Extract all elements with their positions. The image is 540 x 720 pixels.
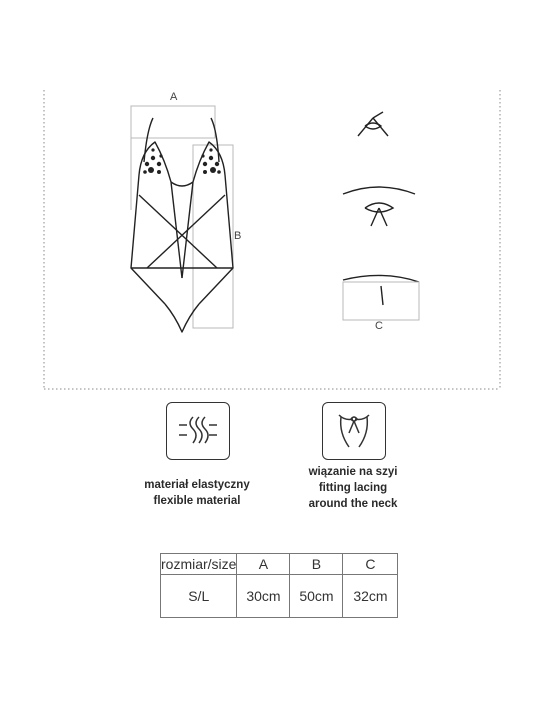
dimension-label-c: C xyxy=(375,320,383,332)
table-row xyxy=(161,575,398,618)
size-table xyxy=(160,553,398,618)
wavy-lines-icon xyxy=(167,403,229,459)
garment-diagram xyxy=(43,90,501,390)
table-cell: 32cm xyxy=(343,575,398,618)
table-cell: 50cm xyxy=(290,575,343,618)
table-header-cell: C xyxy=(343,554,398,575)
table-header-row xyxy=(161,554,398,575)
caption-line-english-1: fitting lacing xyxy=(318,482,388,494)
table-header-cell: B xyxy=(290,554,343,575)
table-header-cell: A xyxy=(237,554,290,575)
caption-line-english-2: around the neck xyxy=(308,498,398,510)
caption-line-english: flexible material xyxy=(153,495,241,507)
neck-lacing-badge xyxy=(322,402,386,460)
bodysuit-front-drawing xyxy=(131,118,233,332)
neck-tie-drawing xyxy=(358,112,388,136)
dimension-label-b: B xyxy=(234,230,242,242)
table-header-cell: rozmiar/size xyxy=(161,554,237,575)
neck-lacing-icon xyxy=(323,403,385,459)
caption-line-polish: materiał elastyczny xyxy=(144,479,250,491)
bottom-band-drawing xyxy=(343,275,419,305)
band-with-bow-drawing xyxy=(343,187,415,226)
garment-diagram-panel xyxy=(43,90,501,390)
flexible-material-badge xyxy=(166,402,230,460)
caption-line-polish: wiązanie na szyi xyxy=(308,466,398,478)
neck-lacing-caption xyxy=(273,464,433,512)
table-cell: 30cm xyxy=(237,575,290,618)
table-cell: S/L xyxy=(161,575,237,618)
flexible-material-caption xyxy=(117,477,277,509)
dimension-label-a: A xyxy=(170,91,178,103)
embroidery-pattern xyxy=(143,148,221,174)
